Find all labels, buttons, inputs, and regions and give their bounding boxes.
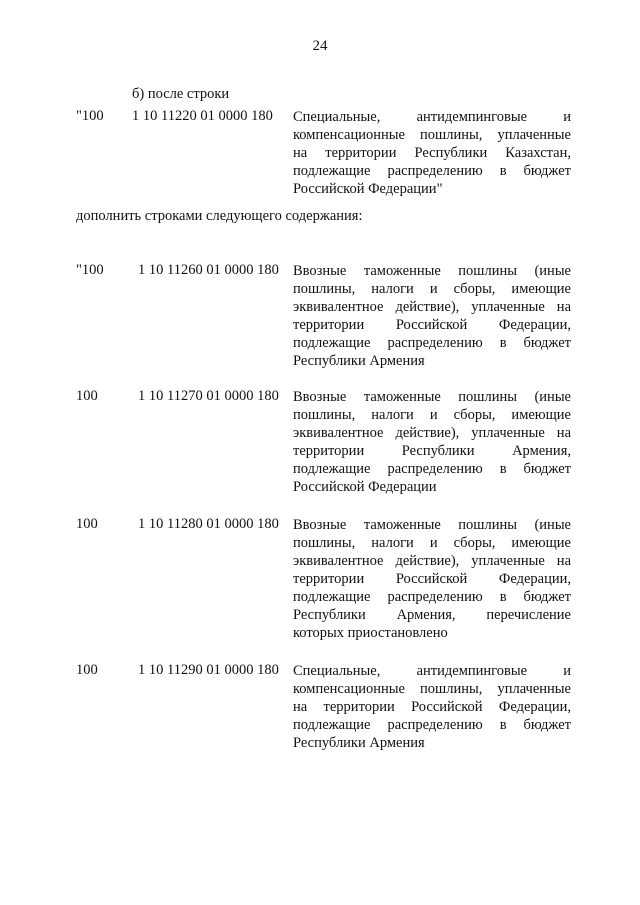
description-line: территории Российской Федерации, (293, 317, 571, 333)
description-line: территории Республики Армения, (293, 443, 571, 459)
row-description (293, 108, 571, 198)
description-line: Ввозные таможенные пошлины (иные (293, 517, 571, 533)
description-line: эквивалентное действие), уплаченные на (293, 425, 571, 441)
description-line: Специальные, антидемпинговые и (293, 663, 571, 679)
page-number: 24 (312, 38, 328, 54)
description-line: Республики Армения, перечисление (293, 607, 571, 623)
description-line: подлежащие распределению в бюджет (293, 717, 571, 733)
admin-code: 100 (76, 388, 98, 404)
admin-code: "100 (76, 262, 104, 278)
description-line: пошлины, налоги и сборы, имеющие (293, 407, 571, 423)
budget-classification-code: 1 10 11290 01 0000 180 (138, 662, 279, 678)
description-line: которых приостановлено (293, 625, 448, 641)
budget-classification-code: 1 10 11220 01 0000 180 (132, 108, 273, 124)
description-line: Российской Федерации (293, 479, 437, 495)
budget-classification-code: 1 10 11260 01 0000 180 (138, 262, 279, 278)
admin-code: "100 (76, 108, 104, 124)
description-line: Республики Армения (293, 353, 425, 369)
row-description (293, 516, 571, 642)
row-description (293, 662, 571, 752)
budget-classification-code: 1 10 11270 01 0000 180 (138, 388, 279, 404)
description-line: пошлины, налоги и сборы, имеющие (293, 281, 571, 297)
description-line: эквивалентное действие), уплаченные на (293, 299, 571, 315)
row-description (293, 262, 571, 370)
description-line: на территории Российской Федерации, (293, 699, 571, 715)
budget-classification-code: 1 10 11280 01 0000 180 (138, 516, 279, 532)
description-line: компенсационные пошлины, уплаченные (293, 681, 571, 697)
description-line: на территории Республики Казахстан, (293, 145, 571, 161)
admin-code: 100 (76, 516, 98, 532)
description-line: Республики Армения (293, 735, 425, 751)
row-description (293, 388, 571, 496)
description-line: пошлины, налоги и сборы, имеющие (293, 535, 571, 551)
description-line: Ввозные таможенные пошлины (иные (293, 389, 571, 405)
description-line: Специальные, антидемпинговые и (293, 109, 571, 125)
description-line: территории Российской Федерации, (293, 571, 571, 587)
description-line: подлежащие распределению в бюджет (293, 335, 571, 351)
description-line: подлежащие распределению в бюджет (293, 589, 571, 605)
description-line: эквивалентное действие), уплаченные на (293, 553, 571, 569)
description-line: Российской Федерации" (293, 181, 443, 197)
description-line: Ввозные таможенные пошлины (иные (293, 263, 571, 279)
instruction-text: дополнить строками следующего содержания: (76, 208, 363, 224)
admin-code: 100 (76, 662, 98, 678)
description-line: подлежащие распределению в бюджет (293, 461, 571, 477)
description-line: подлежащие распределению в бюджет (293, 163, 571, 179)
description-line: компенсационные пошлины, уплаченные (293, 127, 571, 143)
intro-text: б) после строки (132, 86, 230, 102)
